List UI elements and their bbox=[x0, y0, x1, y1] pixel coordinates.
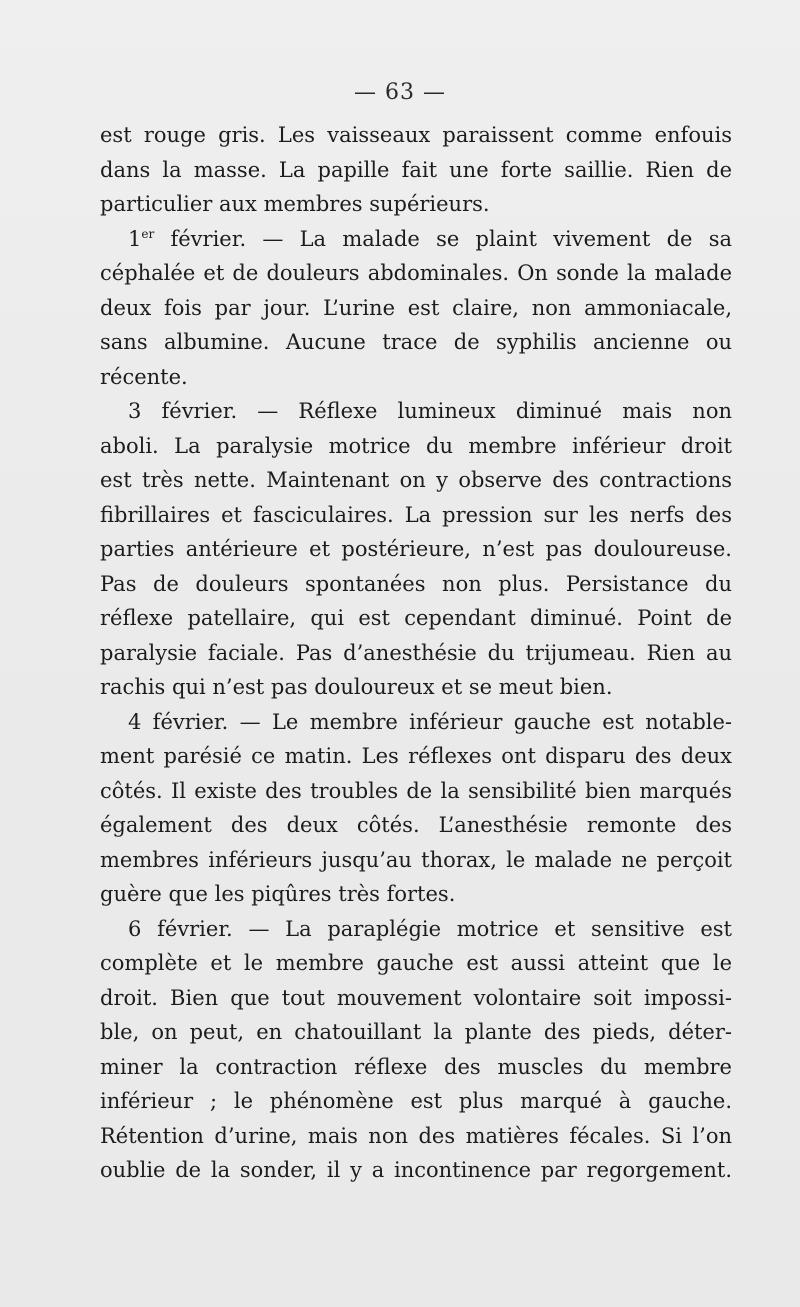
text-line: oublie de la sonder, il y a incontinence par regorgement. bbox=[100, 1158, 732, 1182]
text-line: est rouge gris. Les vaisseaux paraissent comme enfouis bbox=[100, 123, 732, 147]
text-line: 4 février. — Le membre inférieur gauche est notable- bbox=[128, 709, 732, 734]
text-line: aboli. La paralysie motrice du membre inférieur droit bbox=[100, 433, 732, 458]
text-line: fibrillaires et fasciculaires. La pression sur les nerfs des bbox=[100, 502, 732, 527]
text-line: réflexe patellaire, qui est cependant diminué. Point de bbox=[100, 606, 732, 630]
text-line: particulier aux membres supérieurs. bbox=[100, 192, 490, 216]
text-line: ment parésié ce matin. Les réflexes ont disparu des deux bbox=[100, 744, 732, 768]
text-line: paralysie faciale. Pas d’anesthésie du trijumeau. Rien au bbox=[100, 640, 732, 665]
text-line: deux fois par jour. L’urine est claire, non ammoniacale, bbox=[100, 295, 732, 320]
page-number: — 63 — bbox=[354, 80, 446, 105]
text-line: rachis qui n’est pas douloureux et se meut bien. bbox=[100, 675, 613, 699]
text-line: sans albumine. Aucune trace de syphilis ancienne ou bbox=[100, 330, 732, 354]
text-line: céphalée et de douleurs abdominales. On sonde la malade bbox=[100, 261, 732, 285]
text-line: complète et le membre gauche est aussi atteint que le bbox=[100, 951, 732, 975]
text-line: droit. Bien que tout mouvement volontaire soit impossi- bbox=[100, 985, 732, 1010]
text-line: dans la masse. La papille fait une forte saillie. Rien de bbox=[100, 157, 732, 182]
text-line: également des deux côtés. L’anesthésie remonte des bbox=[100, 813, 732, 837]
text-line: 3 février. — Réflexe lumineux diminué mais non bbox=[128, 399, 732, 423]
text-line: inférieur ; le phénomène est plus marqué à gauche. bbox=[100, 1089, 732, 1113]
text-line: guère que les piqûres très fortes. bbox=[100, 882, 456, 906]
page-body-text bbox=[100, 118, 732, 1188]
text-line: est très nette. Maintenant on y observe des contractions bbox=[100, 468, 732, 492]
text-line: parties antérieure et postérieure, n’est pas douloureuse. bbox=[100, 537, 732, 561]
text-line: ble, on peut, en chatouillant la plante des pieds, déter- bbox=[100, 1020, 732, 1044]
text-line: Rétention d’urine, mais non des matières fécales. Si l’on bbox=[100, 1123, 732, 1148]
text-line: miner la contraction réflexe des muscles du membre bbox=[100, 1054, 732, 1079]
text-line: 1er février. — La malade se plaint vivement de sa bbox=[128, 226, 732, 251]
text-line: 6 février. — La paraplégie motrice et sensitive est bbox=[128, 916, 732, 941]
text-line: côtés. Il existe des troubles de la sensibilité bien marqués bbox=[100, 778, 732, 803]
text-line: Pas de douleurs spontanées non plus. Persistance du bbox=[100, 571, 732, 596]
text-line: membres inférieurs jusqu’au thorax, le malade ne perçoit bbox=[100, 847, 732, 872]
text-line: récente. bbox=[100, 364, 188, 389]
